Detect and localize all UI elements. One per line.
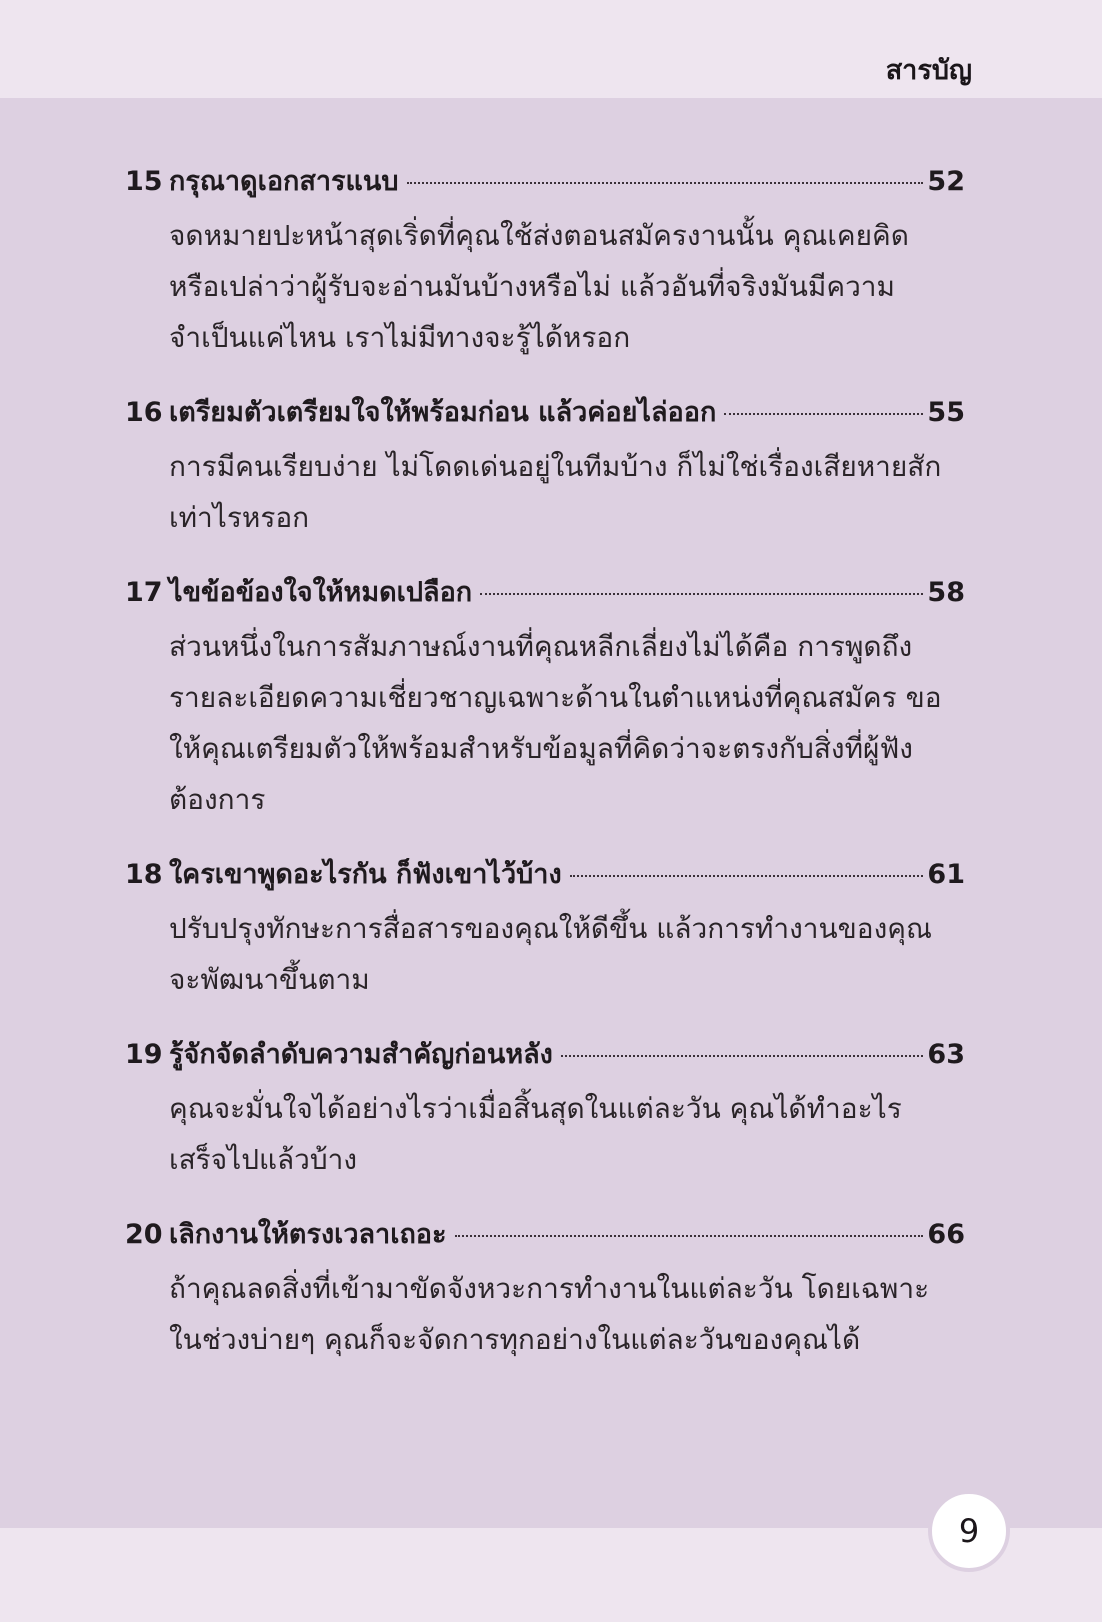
toc-entry-heading	[125, 1033, 965, 1077]
page-number-badge	[928, 1490, 1010, 1572]
toc-entry-page: 61	[927, 859, 965, 890]
dot-leader	[480, 593, 923, 595]
toc-entry-page: 52	[927, 166, 965, 197]
toc-entry[interactable]	[125, 160, 965, 363]
toc-entry-title: กรุณาดูเอกสารแนบ	[169, 166, 399, 197]
toc-entry-description: คุณจะมั่นใจได้อย่างไรว่าเมื่อสิ้นสุดในแต่ละวัน คุณได้ทำอะไรเสร็จไปแล้วบ้าง	[169, 1092, 902, 1176]
toc-entry-heading	[125, 391, 965, 435]
toc-entry-page: 58	[927, 577, 965, 608]
page-number: 9	[958, 1512, 980, 1550]
toc-entry-description: ส่วนหนึ่งในการสัมภาษณ์งานที่คุณหลีกเลี่ยงไม่ได้คือ การพูดถึงรายละเอียดความเชี่ยวชาญเฉพาะด้านในตำแหน่งที่คุณสมัคร ขอให้คุณเตรียมตัวให้พร้อมสำหรับข้อมูลที่คิดว่าจะตรงกับสิ่งที่ผู้ฟังต้องการ	[169, 630, 942, 816]
toc-entry-title: เตรียมตัวเตรียมใจให้พร้อมก่อน แล้วค่อยไล่ออก	[169, 397, 717, 428]
toc-entry-number: 18	[125, 859, 163, 890]
toc-entry-title: เลิกงานให้ตรงเวลาเถอะ	[169, 1219, 447, 1250]
toc-entry-number: 17	[125, 577, 163, 608]
dot-leader	[561, 1055, 924, 1057]
toc-entry-title: ไขข้อข้องใจให้หมดเปลือก	[169, 577, 473, 608]
toc-entry-description: ปรับปรุงทักษะการสื่อสารของคุณให้ดีขึ้น แล้วการทำงานของคุณจะพัฒนาขึ้นตาม	[169, 912, 932, 996]
toc-entry[interactable]	[125, 1213, 965, 1365]
toc-entry-number: 20	[125, 1219, 163, 1250]
toc-entry[interactable]	[125, 853, 965, 1005]
toc-entry-title: ใครเขาพูดอะไรกัน ก็ฟังเขาไว้บ้าง	[169, 859, 562, 890]
toc-entry[interactable]	[125, 1033, 965, 1185]
toc-entry-page: 55	[927, 397, 965, 428]
toc-entry-page: 63	[927, 1039, 965, 1070]
table-of-contents	[125, 160, 965, 1393]
dot-leader	[407, 182, 924, 184]
toc-entry-number: 15	[125, 166, 163, 197]
toc-entry-number: 19	[125, 1039, 163, 1070]
toc-entry-heading	[125, 1213, 965, 1257]
dot-leader	[724, 413, 923, 415]
toc-entry-heading	[125, 160, 965, 204]
toc-entry-number: 16	[125, 397, 163, 428]
section-label: สารบัญ	[885, 55, 972, 86]
toc-entry[interactable]	[125, 391, 965, 543]
toc-entry[interactable]	[125, 571, 965, 825]
toc-entry-title: รู้จักจัดลำดับความสำคัญก่อนหลัง	[169, 1039, 553, 1070]
toc-entry-description: ถ้าคุณลดสิ่งที่เข้ามาขัดจังหวะการทำงานในแต่ละวัน โดยเฉพาะในช่วงบ่ายๆ คุณก็จะจัดการทุกอย่างในแต่ละวันของคุณได้	[169, 1272, 930, 1356]
toc-entry-page: 66	[927, 1219, 965, 1250]
toc-entry-description: การมีคนเรียบง่าย ไม่โดดเด่นอยู่ในทีมบ้าง ก็ไม่ใช่เรื่องเสียหายสักเท่าไรหรอก	[169, 450, 942, 534]
toc-entry-heading	[125, 853, 965, 897]
dot-leader	[455, 1235, 924, 1237]
toc-entry-description: จดหมายปะหน้าสุดเริ่ดที่คุณใช้ส่งตอนสมัครงานนั้น คุณเคยคิดหรือเปล่าว่าผู้รับจะอ่านมันบ้างหรือไม่ แล้วอันที่จริงมันมีความจำเป็นแค่ไหน เราไม่มีทางจะรู้ได้หรอก	[169, 219, 909, 354]
toc-entry-heading	[125, 571, 965, 615]
dot-leader	[570, 875, 924, 877]
